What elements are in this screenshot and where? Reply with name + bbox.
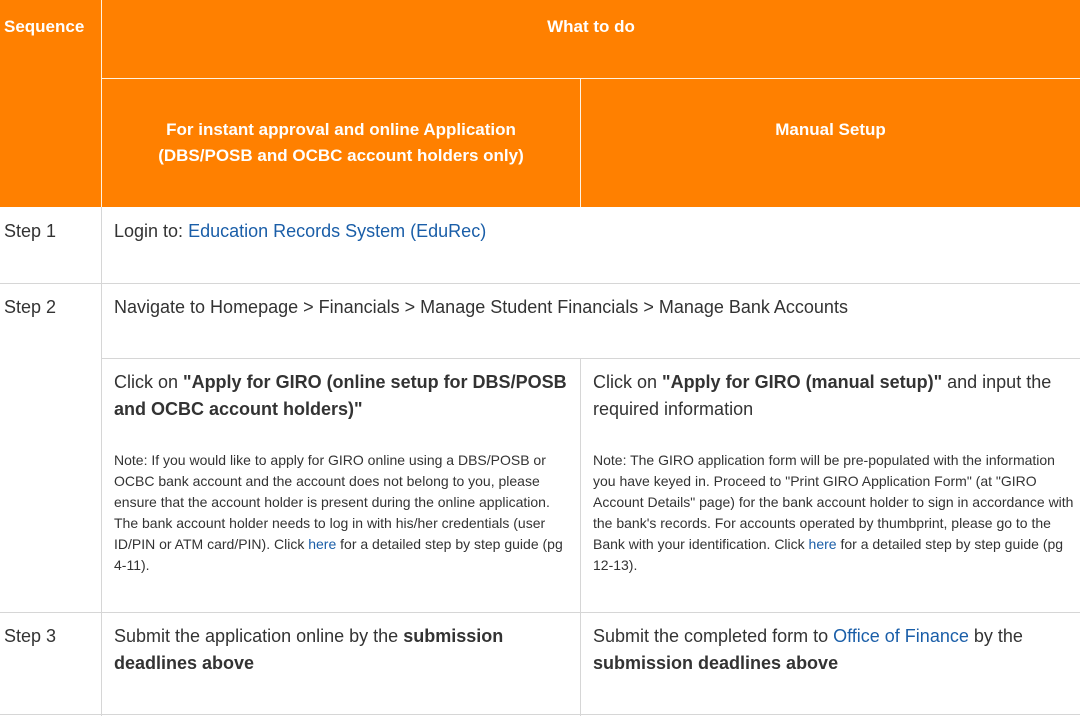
step2-online-note: [114, 450, 574, 576]
header-what-to-do: What to do: [102, 0, 1080, 78]
step3-label: Step 3: [4, 626, 57, 646]
office-of-finance-link[interactable]: Office of Finance: [833, 626, 969, 646]
edurec-link[interactable]: Education Records System (EduRec): [188, 221, 487, 241]
step3-online-text: Submit the application online by the: [114, 626, 404, 646]
column-divider-sequence: [101, 207, 102, 716]
step3-manual: [593, 623, 1063, 677]
header-online-line1: For instant approval and online Application: [166, 120, 516, 139]
step2-online-note-text: Note: If you would like to apply for GIRO online using a DBS/POSB or OCBC bank account and the account does not belong to you, please ensure that the account holder is present during the online application. The bank account holder needs to log in with his/her credentials (user ID/PIN or ATM card/PIN). Click: [114, 452, 550, 552]
step3-online-deadline: submission deadlines above: [114, 626, 504, 673]
online-guide-link[interactable]: here: [308, 536, 337, 552]
step2-manual-click: Click on: [593, 372, 663, 392]
header-online-line2: (DBS/POSB and OCBC account holders only): [158, 146, 524, 165]
step1-content: [114, 218, 1064, 245]
header-divider-sequence: [101, 0, 102, 207]
step2-manual-note-text: Note: The GIRO application form will be pre-populated with the information you have keyed in. Proceed to "Print GIRO Application Form" (at "GIRO Account Details" page) for the bank account holder to sign in accordance with the bank's records. For accounts operated by thumbprint, please go to the Bank with your identification. Click: [593, 452, 1074, 552]
header-online-application: [102, 79, 580, 207]
step2-navigation: Navigate to Homepage > Financials > Manage Student Financials > Manage Bank Accounts: [114, 297, 848, 317]
step2-manual-after: and input the required information: [593, 372, 1052, 419]
step1-prefix: Login to:: [114, 221, 189, 241]
step2-label: Step 2: [4, 297, 57, 317]
step3-manual-middle: by the: [968, 626, 1023, 646]
step2-online-action: "Apply for GIRO (online setup for DBS/POSB and OCBC account holders)": [114, 372, 567, 419]
row-divider-bottom: [0, 714, 1080, 715]
step2-manual-action: "Apply for GIRO (manual setup)": [662, 372, 943, 392]
step2-manual-note-end: for a detailed step by step guide (pg 12-13).: [593, 536, 1064, 573]
row-divider-1: [0, 283, 1080, 284]
step3-online: [114, 623, 554, 677]
step2-manual-instruction: [593, 369, 1073, 423]
header-divider-horizontal: [102, 78, 1080, 79]
step3-manual-deadline: submission deadlines above: [593, 653, 839, 673]
manual-guide-link[interactable]: here: [808, 536, 837, 552]
step2-manual-note: [593, 450, 1076, 576]
step2-online-click: Click on: [114, 372, 184, 392]
step2-online-note-end: for a detailed step by step guide (pg 4-11).: [114, 536, 563, 573]
step2-online-instruction: [114, 369, 572, 423]
step3-manual-text: Submit the completed form to: [593, 626, 834, 646]
row-divider-2: [0, 612, 1080, 613]
header-manual-setup: Manual Setup: [581, 79, 1080, 207]
step1-label: Step 1: [4, 221, 57, 241]
row-divider-step2-inner: [102, 358, 1080, 359]
column-divider-middle: [580, 358, 581, 716]
header-divider-sub: [580, 79, 581, 207]
header-sequence: Sequence: [0, 0, 101, 207]
